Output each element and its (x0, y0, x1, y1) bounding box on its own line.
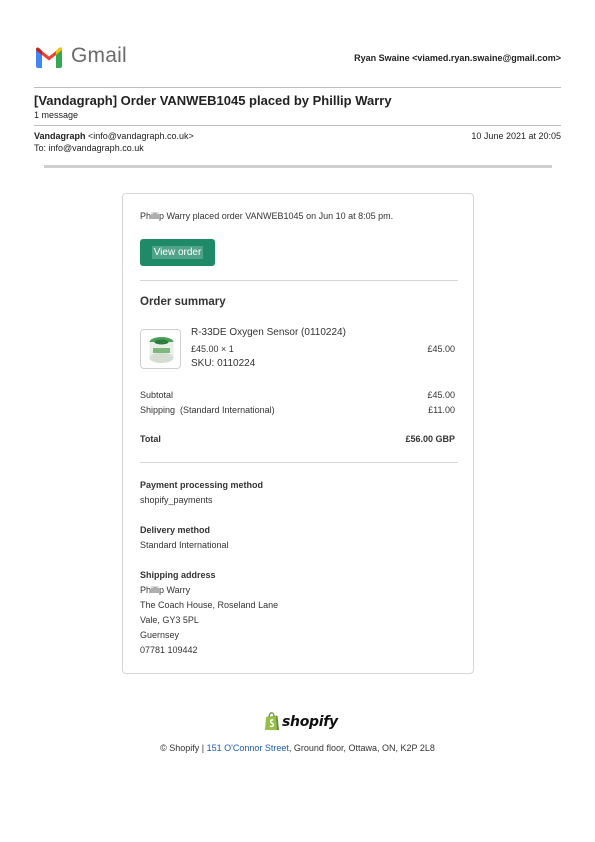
address-line: Guernsey (140, 630, 180, 640)
order-card (122, 193, 474, 674)
shopify-bag-icon (264, 712, 280, 731)
product-thumbnail (140, 329, 181, 369)
card-divider (140, 280, 458, 281)
thread-subject: [Vandagraph] Order VANWEB1045 placed by Phillip Warry (34, 93, 392, 108)
gmail-logo (34, 44, 127, 68)
item-name: R-33DE Oxygen Sensor (0110224) (191, 327, 346, 338)
shopify-logo (264, 712, 338, 731)
item-line-price: £45.00 (427, 344, 455, 354)
subject-divider (34, 125, 561, 126)
footer-address (0, 743, 595, 753)
item-unit-price-qty: £45.00 × 1 (191, 344, 234, 354)
subtotal-value: £45.00 (427, 390, 455, 400)
sender-name: Vandagraph (34, 131, 86, 141)
shipping-label: Shipping (Standard International) (140, 405, 275, 415)
item-sku: SKU: 0110224 (191, 358, 256, 369)
delivery-method-value: Standard International (140, 540, 229, 550)
address-line: Vale, GY3 5PL (140, 615, 199, 625)
footer-suffix: , Ground floor, Ottawa, ON, K2P 2L8 (288, 743, 435, 753)
order-intro: Phillip Warry placed order VANWEB1045 on Jun 10 at 8:05 pm. (140, 211, 394, 221)
sender-email: <info@vandagraph.co.uk> (88, 131, 194, 141)
message-count: 1 message (34, 110, 79, 120)
delivery-method-title: Delivery method (140, 525, 211, 535)
total-value: £56.00 GBP (405, 434, 455, 444)
gmail-m-icon (34, 45, 64, 68)
view-order-button[interactable] (140, 239, 215, 266)
sensor-image-icon (141, 330, 181, 369)
address-phone: 07781 109442 (140, 645, 198, 655)
shipping-value: £11.00 (428, 405, 455, 415)
account-email: Ryan Swaine <viamed.ryan.swaine@gmail.com> (354, 53, 561, 63)
subtotal-label: Subtotal (140, 390, 174, 400)
address-line: The Coach House, Roseland Lane (140, 600, 279, 610)
payment-method-title: Payment processing method (140, 480, 264, 490)
message-date: 10 June 2021 at 20:05 (471, 131, 561, 141)
footer-street-link[interactable]: 151 O'Connor Street (206, 743, 289, 753)
address-line: Phillip Warry (140, 585, 191, 595)
message-divider (44, 165, 552, 168)
order-summary-title: Order summary (140, 296, 226, 308)
gmail-wordmark: Gmail (71, 44, 127, 67)
sender (34, 131, 194, 141)
view-order-label: View order (153, 247, 202, 258)
footer-prefix: © Shopify | (160, 743, 207, 753)
recipient: To: info@vandagraph.co.uk (34, 143, 144, 153)
shipping-address-title: Shipping address (140, 570, 216, 580)
header-divider (34, 87, 561, 88)
shopify-wordmark: shopify (282, 713, 338, 730)
payment-method-value: shopify_payments (140, 495, 213, 505)
total-label: Total (140, 434, 161, 444)
totals-divider (140, 462, 458, 463)
